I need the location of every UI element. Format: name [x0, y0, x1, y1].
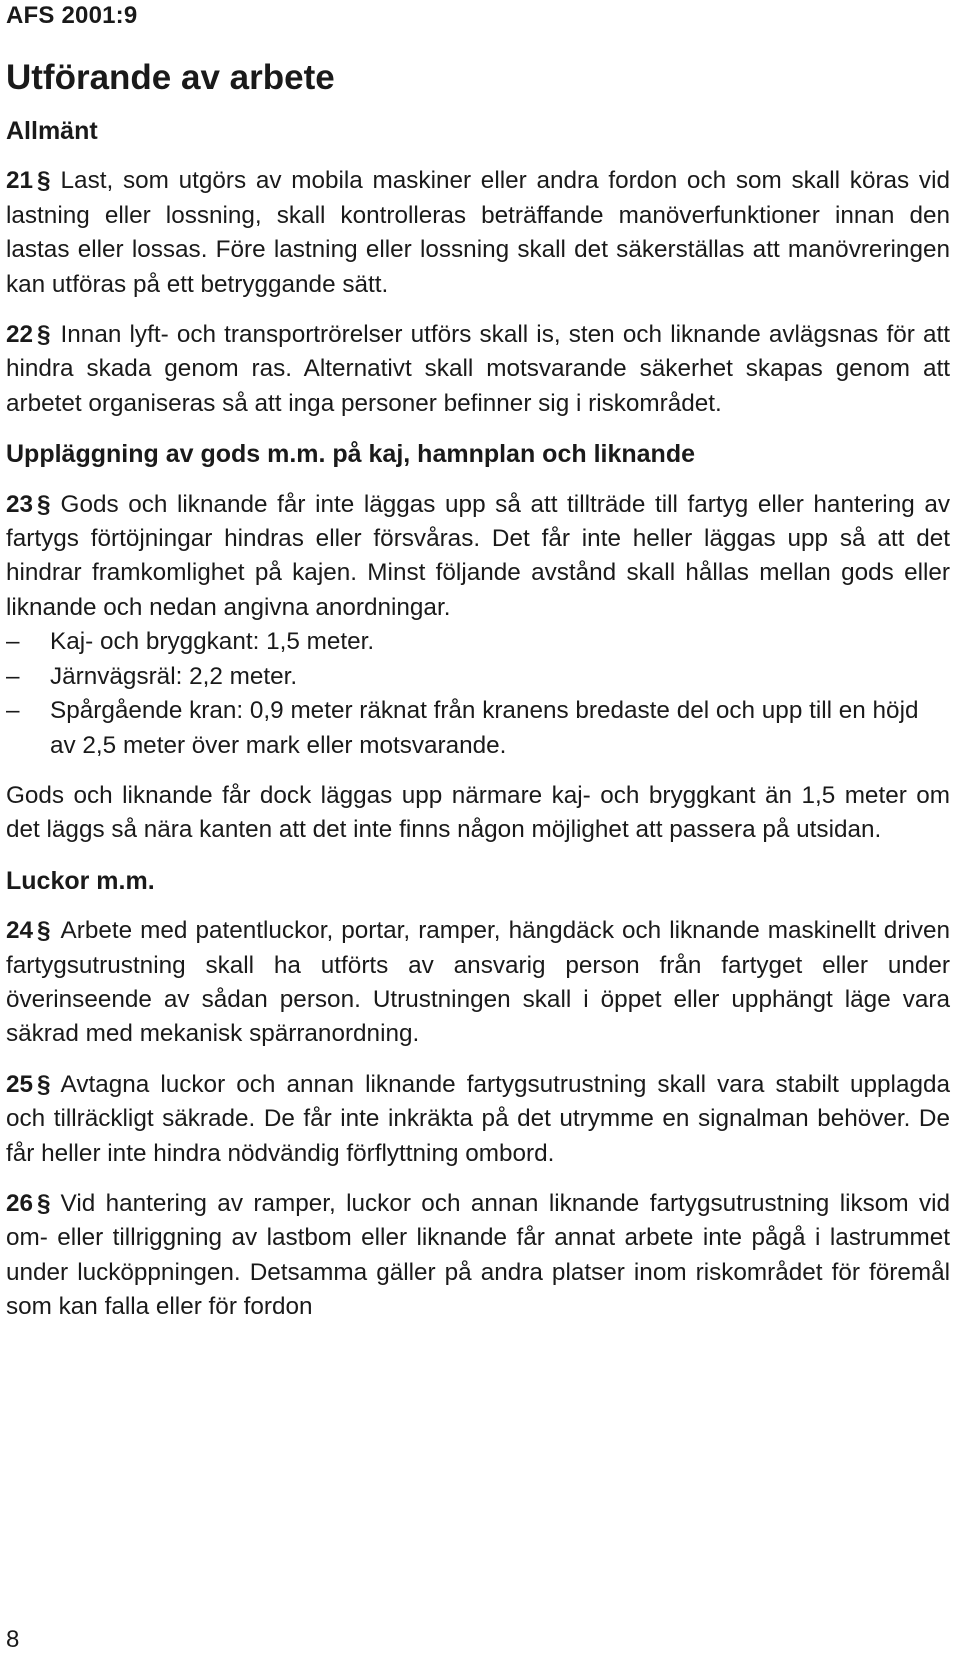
page-number: 8 [6, 1626, 20, 1653]
paragraph-number: 21 [6, 167, 34, 195]
paragraph-number: 22 [6, 321, 34, 349]
paragraph-24 [6, 914, 950, 1052]
paragraph-text: Innan lyft- och transportrörelser utförs skall is, sten och liknande avlägsnas för att hindra skada genom ras. Alternativt skall motsvarande säkerhet skapas genom att arbetet organiseras så att inga personer befinner sig i riskområdet. [6, 321, 950, 417]
paragraph-text: Arbete med patentluckor, portar, ramper, hängdäck och liknande maskinellt driven fartygsutrustning skall ha utförts av ansvarig person från fartyget eller under överinseende av sådan person. Utrustningen skall i öppet eller upphängt läge vara säkrad med mekanisk spärranordning. [6, 917, 950, 1048]
paragraph-number: 25 [6, 1070, 34, 1098]
section-symbol-icon: § [37, 167, 51, 195]
paragraph-23 [6, 488, 950, 626]
section-symbol-icon: § [37, 490, 51, 518]
section-symbol-icon: § [37, 1070, 51, 1098]
paragraph-21 [6, 164, 950, 302]
list-item: – Järnvägsräl: 2,2 meter. [6, 660, 950, 694]
paragraph-number: 26 [6, 1189, 34, 1217]
section-symbol-icon: § [37, 1189, 51, 1217]
paragraph-25 [6, 1068, 950, 1171]
paragraph-number: 24 [6, 917, 34, 945]
paragraph-text: Gods och liknande får inte läggas upp så att tillträde till fartyg eller hantering av fartygs förtöjningar hindras eller försvåras. Det får inte heller läggas upp så att det hindrar framkomlighet på kajen. Minst följande avstånd skall hållas mellan gods eller liknande och nedan angivna anordningar. [6, 490, 950, 621]
section-upplaggning [6, 437, 950, 847]
paragraph-text: Vid hantering av ramper, luckor och annan liknande fartygsutrustning liksom vid om- eller tillriggning av lastbom eller liknande får annat arbete inte pågå i lastrummet under lucköppningen. Detsamma gäller på andra platser inom riskområdet för föremål som kan falla eller för fordon [6, 1189, 950, 1321]
section-heading: Uppläggning av gods m.m. på kaj, hamnplan och liknande [6, 440, 695, 469]
paragraph-22 [6, 318, 950, 421]
section-heading: Luckor m.m. [6, 866, 155, 895]
section-symbol-icon: § [37, 321, 51, 349]
paragraph-after-list: Gods och liknande får dock läggas upp närmare kaj- och bryggkant än 1,5 meter om det läggs så nära kanten att det inte finns någon möjlighet att passera på utsidan. [6, 781, 950, 844]
paragraph-number: 23 [6, 490, 34, 518]
paragraph-26 [6, 1187, 950, 1325]
distance-list [6, 625, 950, 763]
section-heading: Allmänt [6, 117, 98, 145]
document-body [6, 114, 950, 1341]
paragraph-text: Avtagna luckor och annan liknande fartygsutrustning skall vara stabilt upplagda och tillräckligt säkrade. De får inte inkräkta på det utrymme en signalman behöver. De får heller inte hindra nödvändig förflyttning ombord. [6, 1070, 950, 1167]
section-luckor [6, 864, 950, 1325]
list-item: – Spårgående kran: 0,9 meter räknat från kranens bredaste del och upp till en höjd av 2,5 meter över mark eller motsvarande. [6, 694, 950, 763]
section-allmant [6, 114, 950, 421]
document-code: AFS 2001:9 [6, 2, 138, 29]
paragraph-text: Last, som utgörs av mobila maskiner eller andra fordon och som skall köras vid lastning eller lossning, skall kontrolleras beträffande manöverfunktioner innan den lastas eller lossas. Före lastning eller lossning skall det säkerställas att manövreringen kan utföras på ett betryggande sätt. [6, 167, 950, 298]
page-title: Utförande av arbete [6, 58, 335, 97]
section-symbol-icon: § [37, 917, 51, 945]
list-item: – Kaj- och bryggkant: 1,5 meter. [6, 625, 950, 659]
